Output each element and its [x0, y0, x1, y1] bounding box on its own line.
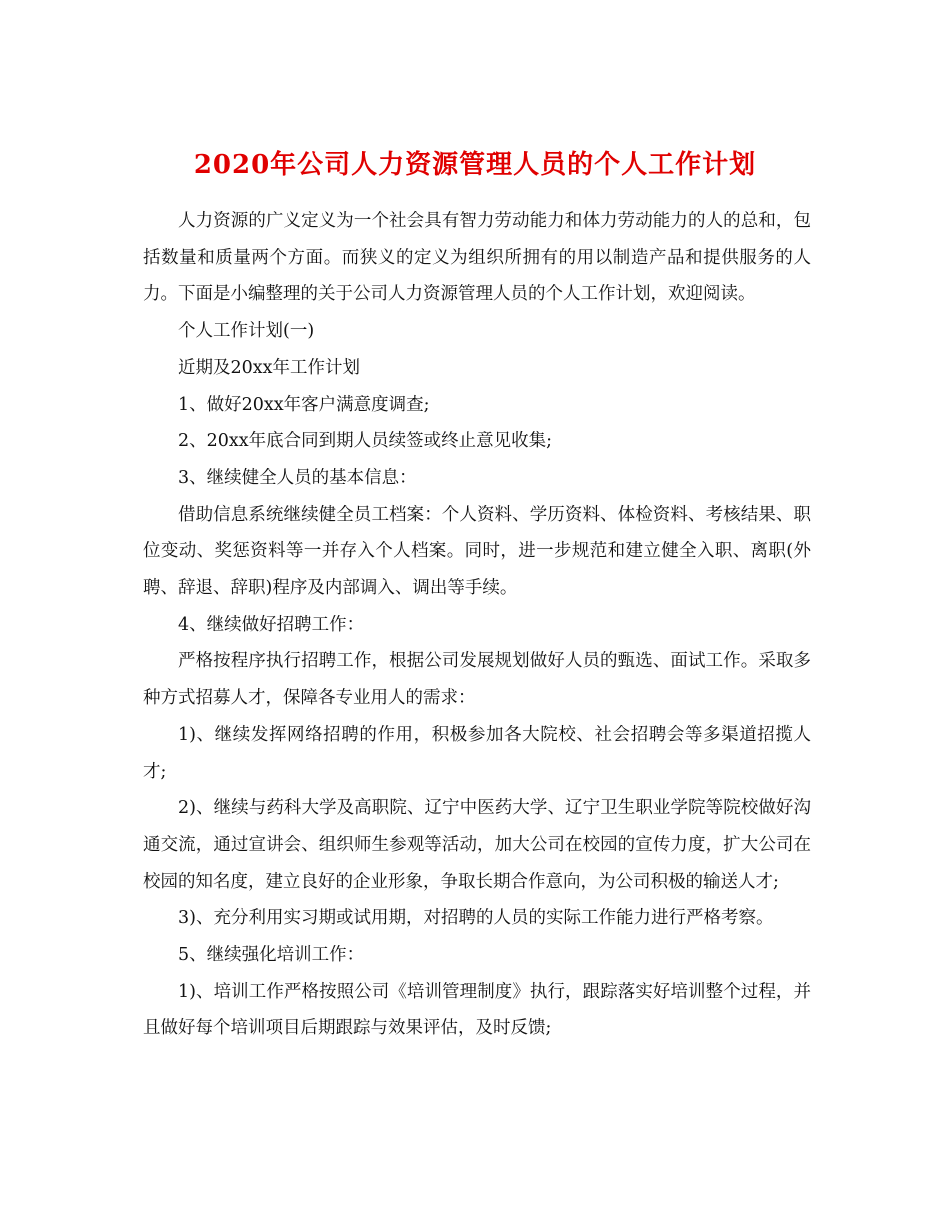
paragraph: 1)、继续发挥网络招聘的作用，积极参加各大院校、社会招聘会等多渠道招揽人才;	[143, 724, 811, 782]
paragraph: 个人工作计划(一)	[178, 321, 315, 342]
paragraph: 3、继续健全人员的基本信息：	[178, 467, 417, 488]
document-body	[143, 203, 811, 1047]
paragraph: 借助信息系统继续健全员工档案：个人资料、学历资料、体检资料、考核结果、职位变动、奖惩资料等一并存入个人档案。同时，进一步规范和建立健全入职、离职(外聘、辞退、辞职)程序及内部调入、调出等手续。	[143, 504, 811, 599]
paragraph: 人力资源的广义定义为一个社会具有智力劳动能力和体力劳动能力的人的总和，包括数量和质量两个方面。而狭义的定义为组织所拥有的用以制造产品和提供服务的人力。下面是小编整理的关于公司人力资源管理人员的个人工作计划，欢迎阅读。	[143, 211, 811, 305]
paragraph: 2)、继续与药科大学及高职院、辽宁中医药大学、辽宁卫生职业学院等院校做好沟通交流，通过宣讲会、组织师生参观等活动，加大公司在校园的宣传力度，扩大公司在校园的知名度，建立良好的企业形象，争取长期合作意向，为公司积极的输送人才;	[143, 798, 811, 892]
paragraph: 5、继续强化培训工作：	[178, 945, 365, 966]
document-title: 2020年公司人力资源管理人员的个人工作计划	[193, 150, 757, 181]
paragraph: 严格按程序执行招聘工作，根据公司发展规划做好人员的甄选、面试工作。采取多种方式招募人才，保障各专业用人的需求：	[143, 651, 811, 709]
paragraph: 1)、培训工作严格按照公司《培训管理制度》执行，跟踪落实好培训整个过程，并且做好每个培训项目后期跟踪与效果评估，及时反馈;	[143, 981, 811, 1039]
paragraph: 3)、充分利用实习期或试用期，对招聘的人员的实际工作能力进行严格考察。	[178, 908, 774, 929]
paragraph: 近期及20xx年工作计划	[178, 357, 361, 378]
paragraph: 2、20xx年底合同到期人员续签或终止意见收集;	[178, 431, 553, 452]
paragraph: 1、做好20xx年客户满意度调查;	[178, 394, 430, 415]
paragraph: 4、继续做好招聘工作：	[178, 614, 365, 635]
